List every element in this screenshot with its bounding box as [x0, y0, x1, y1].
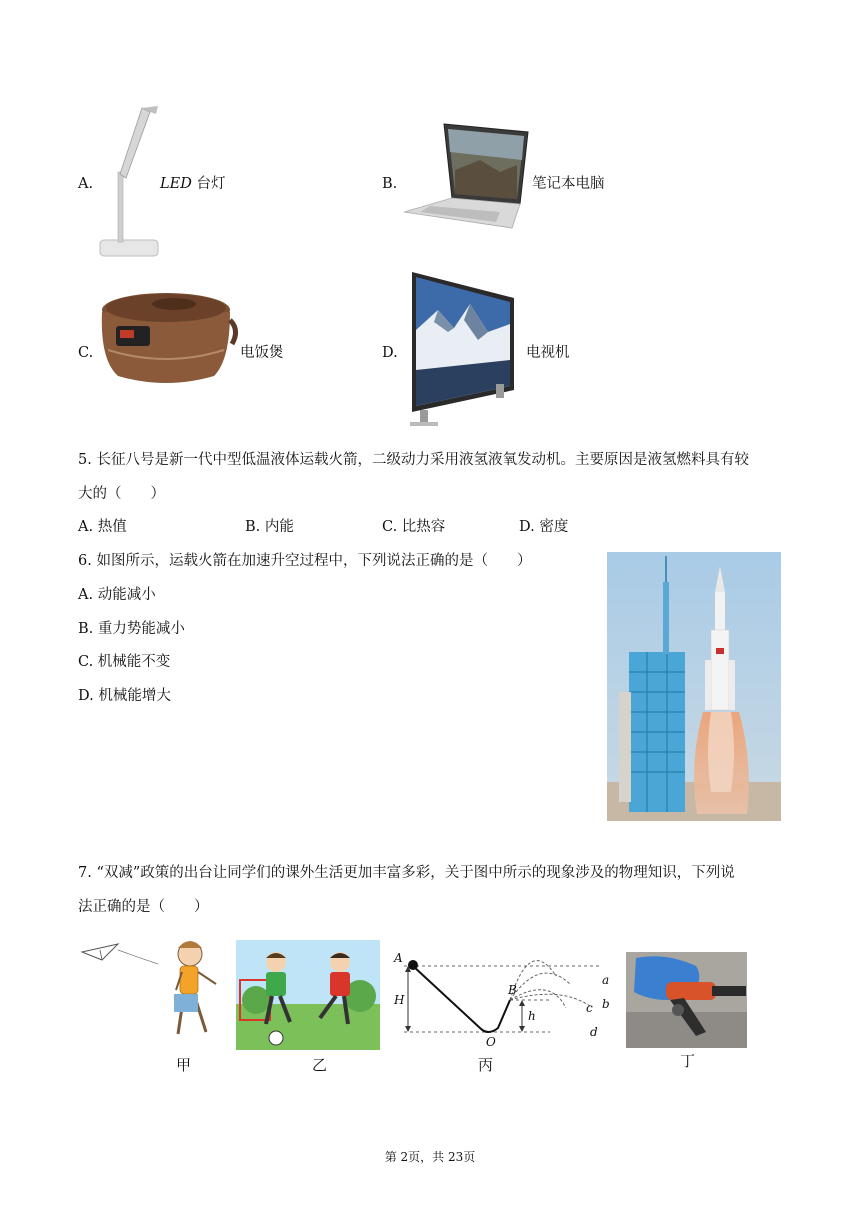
- trajectory-a-label: a: [602, 973, 610, 987]
- q6-option-a: A. 动能减小: [78, 587, 156, 603]
- trajectory-d-label: d: [590, 1025, 598, 1039]
- lamp-label: 台灯: [191, 176, 226, 192]
- q6-stem: 6. 如图所示，运载火箭在加速升空过程中，下列说法正确的是（ ）: [78, 553, 532, 569]
- option-c-letter: C.: [78, 345, 94, 361]
- caption-yi: 乙: [312, 1056, 328, 1074]
- trajectory-b-label: b: [602, 997, 610, 1011]
- laptop-image: [400, 120, 530, 232]
- height-h-label: H: [394, 993, 405, 1007]
- q6-option-c: C. 机械能不变: [78, 654, 171, 670]
- q5-option-d: D. 密度: [519, 519, 569, 535]
- lamp-label-prefix: LED: [160, 176, 192, 192]
- option-b-letter: B.: [382, 176, 398, 192]
- figure-ding-brake-image: [626, 952, 747, 1048]
- laptop-label: 笔记本电脑: [532, 176, 605, 192]
- q5-stem-line1: 5. 长征八号是新一代中型低温液体运载火箭，二级动力采用液氢液氧发动机。主要原因是液氢燃料具有较: [78, 452, 749, 468]
- q5-stem-line2: 大的（ ）: [78, 486, 165, 502]
- q7-stem-line2: 法正确的是（ ）: [78, 899, 209, 915]
- q5-option-b: B. 内能: [245, 519, 294, 535]
- desk-lamp-image: [96, 102, 162, 260]
- option-d-letter: D.: [382, 345, 398, 361]
- q5-option-c: C. 比热容: [382, 519, 446, 535]
- page-number-footer: 第 2页，共 23页: [384, 1150, 476, 1164]
- rice-cooker-image: [94, 290, 240, 386]
- height-small-h-label: h: [528, 1009, 536, 1023]
- rice-cooker-label: 电饭煲: [240, 345, 284, 361]
- point-o-label: O: [486, 1035, 496, 1046]
- figure-yi-soccer-image: [236, 940, 380, 1050]
- figure-jia-paper-plane: [80, 934, 230, 1052]
- television-label: 电视机: [526, 345, 570, 361]
- point-a-label: A: [394, 951, 403, 965]
- television-image: [408, 270, 518, 430]
- rocket-launch-image: [607, 552, 781, 821]
- caption-bing: 丙: [478, 1056, 494, 1074]
- q7-stem-line1: 7. “双减”政策的出台让同学们的课外生活更加丰富多彩，关于图中所示的现象涉及的物理知识，下列说: [78, 865, 735, 881]
- caption-jia: 甲: [176, 1056, 192, 1074]
- trajectory-c-label: c: [586, 1001, 593, 1015]
- caption-ding: 丁: [680, 1052, 696, 1070]
- option-a-letter: A.: [78, 176, 94, 192]
- q6-option-b: B. 重力势能减小: [78, 621, 185, 637]
- point-b-label: B: [508, 983, 517, 997]
- q5-option-a: A. 热值: [78, 519, 127, 535]
- figure-bing-trajectory-diagram: [390, 946, 620, 1046]
- q6-option-d: D. 机械能增大: [78, 688, 171, 704]
